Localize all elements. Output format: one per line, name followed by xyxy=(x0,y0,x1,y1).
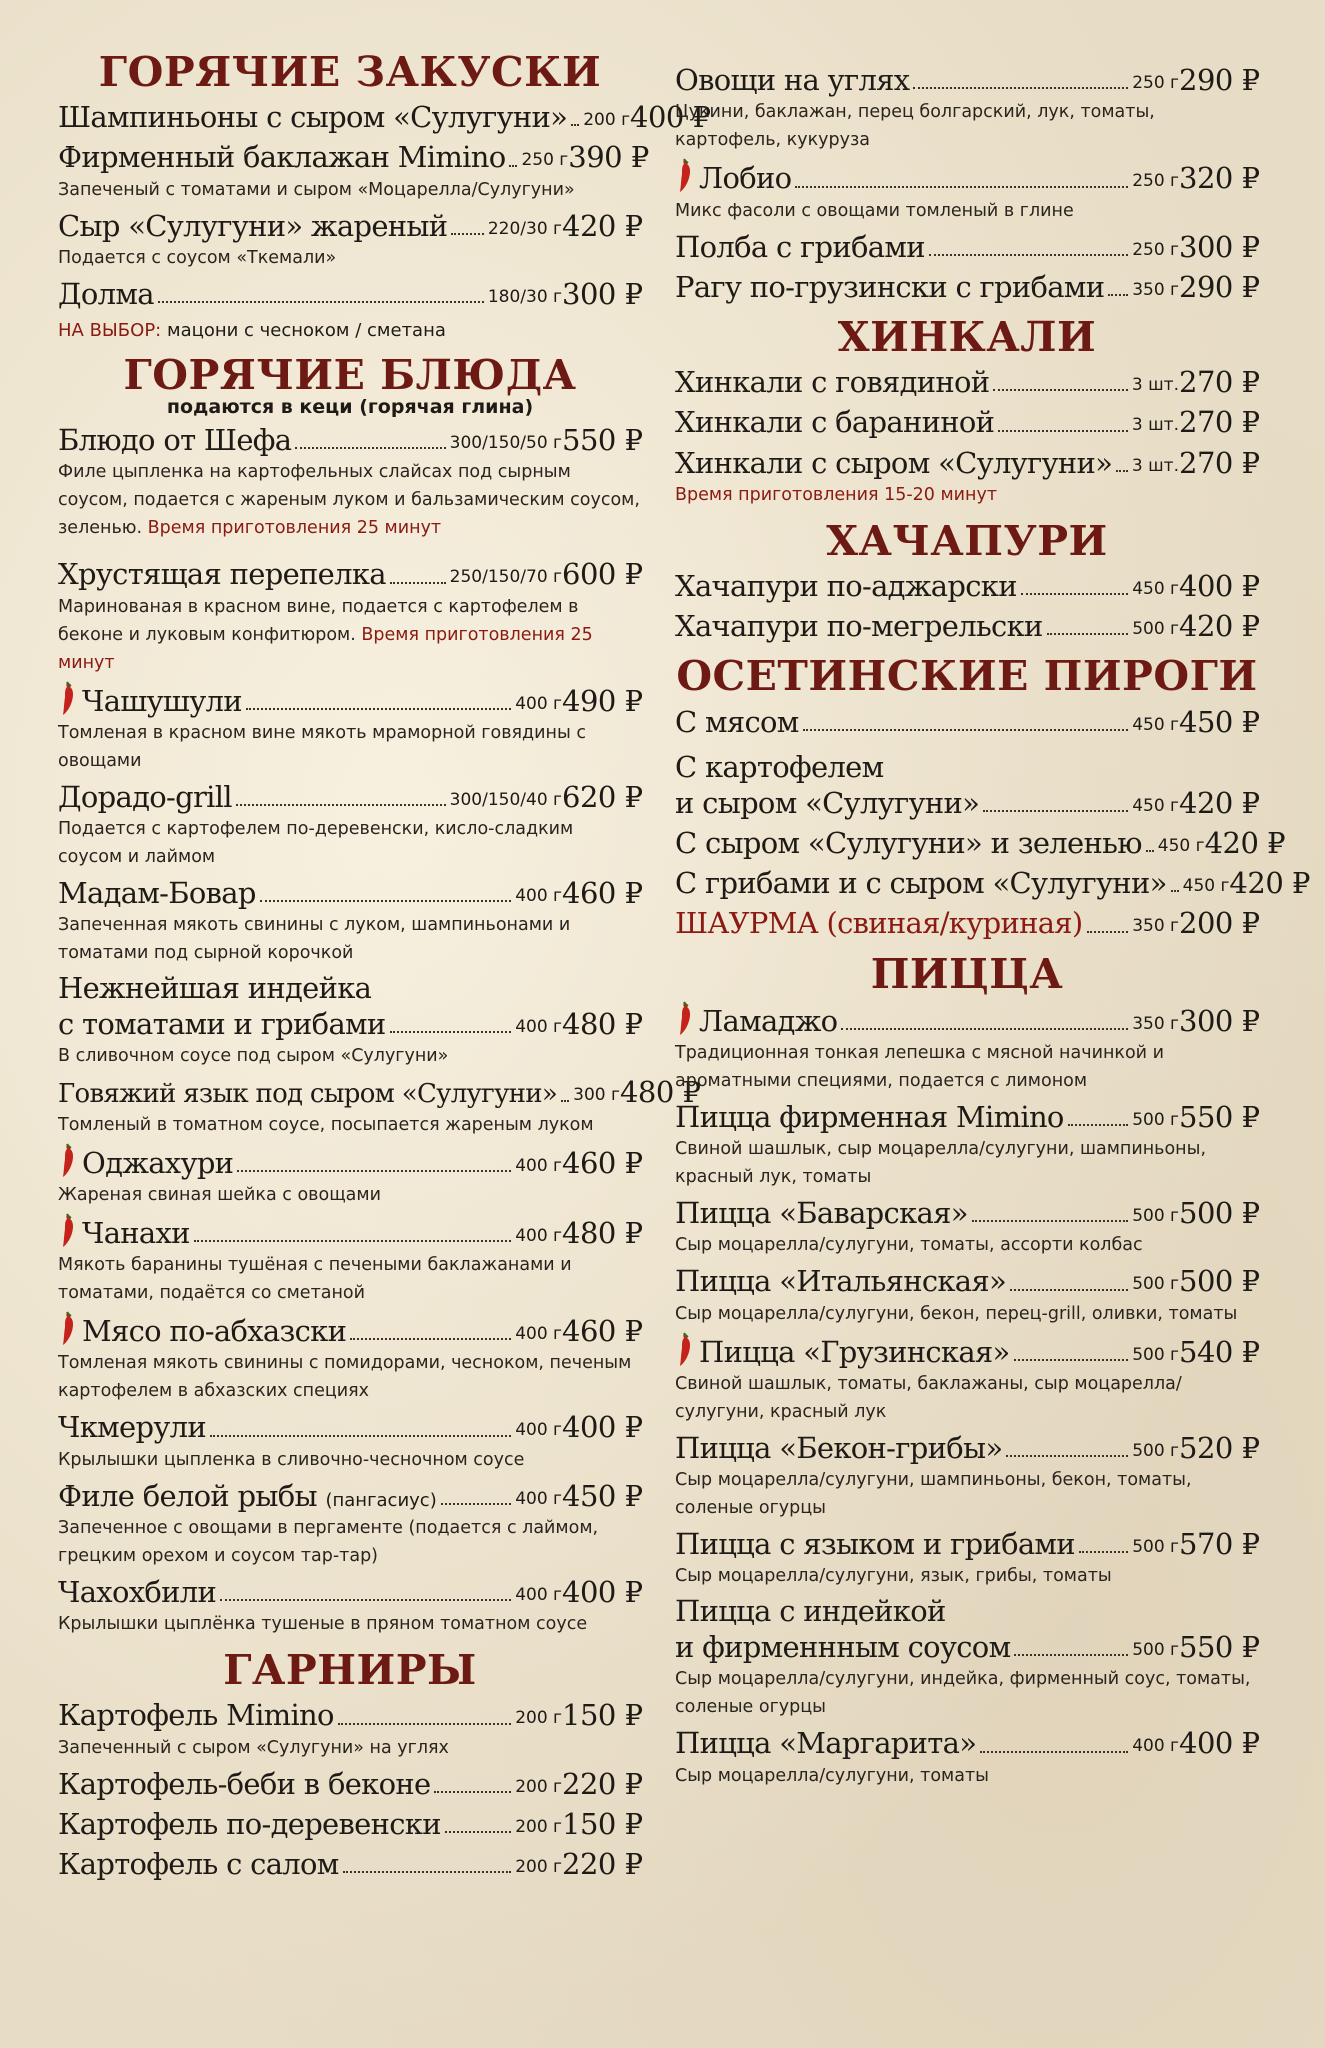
item-description: Подается с соусом «Ткемали» xyxy=(58,247,337,268)
item-name: Шампиньоны с сыром «Сулугуни» xyxy=(58,100,568,135)
item-name: Ламаджо xyxy=(675,1001,837,1039)
item-name: Пицца «Баварская» xyxy=(675,1196,968,1231)
menu-item xyxy=(58,971,642,1070)
item-description: Подается с картофелем по-деревенски, кисло-сладким соусом и лаймом xyxy=(58,819,574,868)
item-description: Томленая мякоть свинины с помидорами, чесноком, печеным картофелем в абхазских специях xyxy=(58,1353,632,1402)
item-description: Запеченная мякоть свинины с луком, шампиньонами и томатами под сырной корочкой xyxy=(58,915,571,964)
chili-pepper-icon xyxy=(675,1332,695,1368)
leader-dots xyxy=(1146,850,1154,852)
item-weight: 250 г xyxy=(1132,171,1179,192)
item-weight: 250/150/70 г xyxy=(449,567,562,588)
item-price: 550 ₽ xyxy=(562,423,643,458)
leader-dots xyxy=(841,1028,1128,1030)
leader-dots xyxy=(1116,470,1128,472)
leader-dots xyxy=(1087,931,1129,933)
leader-dots xyxy=(350,1338,511,1340)
item-weight: 200 г xyxy=(583,110,631,131)
item-description: Сыр моцарелла/сулугуни, шампиньоны, бекон, томаты, соленые огурцы xyxy=(675,1470,1192,1519)
leader-dots xyxy=(236,804,446,806)
chili-pepper-icon xyxy=(675,1001,695,1037)
item-name: Картофель Mimino xyxy=(58,1698,334,1733)
item-name: Хачапури по-мегрельски xyxy=(675,609,1043,644)
leader-dots xyxy=(246,708,511,710)
item-description: Сыр моцарелла/сулугуни, язык, грибы, томаты xyxy=(675,1566,1112,1587)
item-weight: 180/30 г xyxy=(487,286,562,307)
leader-dots xyxy=(1068,1124,1129,1126)
item-name: Чашушули xyxy=(58,681,242,719)
item-weight: 200 г xyxy=(515,1708,562,1729)
section-title-khinkali: ХИНКАЛИ xyxy=(837,313,1097,361)
menu-item xyxy=(675,1332,1259,1426)
item-price: 420 ₽ xyxy=(1179,785,1260,820)
item-price: 480 ₽ xyxy=(619,1075,701,1110)
leader-dots xyxy=(260,900,511,902)
item-weight: 350 г xyxy=(1132,916,1179,937)
item-description: Жареная свиная шейка с овощами xyxy=(58,1184,381,1205)
item-weight: 450 г xyxy=(1182,876,1230,897)
leader-dots xyxy=(1014,1654,1128,1656)
item-name: С мясом xyxy=(675,704,799,739)
item-price: 220 ₽ xyxy=(562,1847,643,1882)
menu-item xyxy=(675,1001,1259,1095)
item-weight: 200 г xyxy=(515,1857,562,1878)
item-description: В сливочном соусе под сыром «Сулугуни» xyxy=(58,1046,449,1067)
item-description: Крылышки цыпленка в сливочно-чесночном соусе xyxy=(58,1449,525,1470)
item-weight: 3 шт. xyxy=(1131,375,1179,396)
item-price: 390 ₽ xyxy=(568,140,649,175)
item-price: 480 ₽ xyxy=(562,1007,643,1042)
menu-item xyxy=(675,704,1259,740)
item-description: Филе цыпленка на картофельных слайсах под сырным соусом, подается с жареным луком и бальзамическим соусом, зеленью. Время приготовления 25 минут xyxy=(58,462,640,539)
item-description: Свиной шашлык, томаты, баклажаны, сыр моцарелла/сулугуни, красный лук xyxy=(675,1373,1182,1422)
leader-dots xyxy=(451,233,483,235)
item-name: Пицца фирменная Mimino xyxy=(675,1099,1064,1134)
item-weight: 300/150/50 г xyxy=(449,433,562,454)
item-weight: 450 г xyxy=(1132,714,1179,735)
item-price: 460 ₽ xyxy=(562,1314,643,1349)
leader-dots xyxy=(1021,593,1128,595)
item-price: 290 ₽ xyxy=(1179,63,1260,97)
item-price: 400 ₽ xyxy=(1179,1726,1260,1761)
item-price: 550 ₽ xyxy=(1179,1099,1260,1134)
item-weight: 500 г xyxy=(1132,1274,1179,1295)
item-price: 270 ₽ xyxy=(1179,445,1260,480)
item-weight: 450 г xyxy=(1157,835,1205,856)
item-name: С грибами и с сыром «Сулугуни» xyxy=(675,866,1167,901)
item-name: Пицца «Бекон-грибы» xyxy=(675,1430,1003,1465)
item-price: 480 ₽ xyxy=(562,1215,643,1250)
item-weight: 500 г xyxy=(1132,1640,1179,1661)
item-name: Дорадо-grill xyxy=(58,779,232,814)
menu-item xyxy=(58,1478,642,1570)
item-name: с томатами и грибами xyxy=(58,1007,386,1042)
item-price: 290 ₽ xyxy=(1179,269,1260,304)
leader-dots xyxy=(158,301,484,303)
item-description: Мякоть баранины тушёная с печеными баклажанами и томатами, подаётся со сметаной xyxy=(58,1255,572,1304)
item-price: 220 ₽ xyxy=(562,1766,643,1801)
item-price: 450 ₽ xyxy=(562,1478,643,1513)
leader-dots xyxy=(237,1170,511,1172)
menu-item xyxy=(58,1846,642,1882)
item-price: 500 ₽ xyxy=(1179,1196,1260,1231)
section-title-hot-dishes: ГОРЯЧИЕ БЛЮДА xyxy=(123,351,577,400)
menu-item xyxy=(675,1430,1259,1522)
menu-item xyxy=(675,608,1259,644)
item-description: Микс фасоли с овощами томленый в глине xyxy=(675,200,1074,221)
item-price: 540 ₽ xyxy=(1179,1334,1260,1369)
item-name: Пицца «Маргарита» xyxy=(675,1726,977,1761)
choice-note xyxy=(58,320,642,341)
item-price: 400 ₽ xyxy=(1179,568,1260,603)
item-name: Мясо по-абхазски xyxy=(58,1311,346,1349)
item-weight: 450 г xyxy=(1132,795,1179,816)
item-description: Запеченый с томатами и сыром «Моцарелла/Сулугуни» xyxy=(58,179,575,200)
menu-item xyxy=(675,445,1259,509)
leader-dots xyxy=(1171,890,1179,892)
menu-item xyxy=(58,779,642,871)
leader-dots xyxy=(1047,633,1129,635)
item-name-top: С картофелем xyxy=(675,749,884,784)
item-name: Картофель с салом xyxy=(58,1847,339,1882)
item-name-top: Нежнейшая индейка xyxy=(58,971,372,1006)
chili-pepper-icon xyxy=(58,681,78,717)
item-name: Хинкали с бараниной xyxy=(675,405,995,440)
menu-item xyxy=(58,276,642,312)
menu-item xyxy=(675,1263,1259,1327)
menu-item xyxy=(58,1766,642,1802)
item-name: Блюдо от Шефа xyxy=(58,423,292,458)
item-name-top: Пицца с индейкой xyxy=(675,1594,946,1629)
item-name: Лобио xyxy=(675,158,791,196)
leader-dots xyxy=(561,1100,569,1102)
menu-item xyxy=(675,905,1259,941)
item-weight: 400 г xyxy=(515,1584,562,1605)
item-price: 400 ₽ xyxy=(562,1574,643,1609)
item-name: Чкмерули xyxy=(58,1410,207,1445)
item-description: Маринованая в красном вине, подается с картофелем в беконе и луковым конфитюром. Время приготовления 25 минут xyxy=(58,596,593,673)
item-description: Сыр моцарелла/сулугуни, томаты xyxy=(675,1765,989,1786)
section-title-hot-snacks: ГОРЯЧИЕ ЗАКУСКИ xyxy=(98,48,602,96)
item-weight: 350 г xyxy=(1132,279,1179,300)
item-price: 490 ₽ xyxy=(562,683,643,718)
leader-dots xyxy=(1010,1289,1128,1291)
item-name: Сыр «Сулугуни» жареный xyxy=(58,208,448,243)
item-price: 500 ₽ xyxy=(1179,1264,1260,1299)
leader-dots xyxy=(210,1435,511,1437)
menu-item xyxy=(58,1574,642,1638)
menu-item xyxy=(58,1074,701,1138)
item-price: 620 ₽ xyxy=(562,779,643,814)
menu-item xyxy=(675,865,1310,901)
item-weight: 3 шт. xyxy=(1131,415,1179,436)
item-weight: 400 г xyxy=(515,886,562,907)
menu-item xyxy=(58,1311,642,1405)
menu-item xyxy=(675,1594,1259,1721)
leader-dots xyxy=(434,1791,511,1793)
leader-dots xyxy=(343,1871,512,1873)
menu-item xyxy=(58,1409,642,1473)
item-price: 420 ₽ xyxy=(1229,866,1310,901)
section-title-pies: ОСЕТИНСКИЕ ПИРОГИ xyxy=(676,652,1258,701)
menu-item xyxy=(58,681,642,775)
item-weight: 350 г xyxy=(1132,1013,1179,1034)
item-price: 420 ₽ xyxy=(1204,825,1286,860)
item-weight: 450 г xyxy=(1132,578,1179,599)
menu-item xyxy=(58,208,642,272)
menu-item xyxy=(58,1143,642,1209)
item-weight: 400 г xyxy=(515,693,562,714)
item-weight: 220/30 г xyxy=(487,218,562,239)
item-name: Говяжий язык под сыром «Сулугуни» xyxy=(58,1079,558,1110)
leader-dots xyxy=(913,87,1128,89)
leader-dots xyxy=(194,1240,511,1242)
item-name: Хачапури по-аджарски xyxy=(675,568,1017,603)
item-description: Запеченный с сыром «Сулугуни» на углях xyxy=(58,1737,449,1758)
item-name: Картофель по-деревенски xyxy=(58,1806,441,1841)
leader-dots xyxy=(983,810,1128,812)
item-weight: 400 г xyxy=(515,1017,562,1038)
leader-dots xyxy=(1014,1359,1129,1361)
chili-pepper-icon xyxy=(58,1143,78,1179)
item-name: Хрустящая перепелка xyxy=(58,557,386,592)
leader-dots xyxy=(993,389,1127,391)
leader-dots xyxy=(441,1503,511,1505)
item-weight: 300 г xyxy=(573,1085,620,1106)
item-name: Пицца «Грузинская» xyxy=(675,1332,1010,1370)
item-price: 400 ₽ xyxy=(562,1410,643,1445)
item-price: 550 ₽ xyxy=(1179,1630,1260,1665)
item-description: Свиной шашлык, сыр моцарелла/сулугуни, шампиньоны, красный лук, томаты xyxy=(675,1139,1207,1188)
item-weight: 300/150/40 г xyxy=(449,789,562,810)
menu-item xyxy=(675,404,1259,440)
item-name: Долма xyxy=(58,276,154,311)
item-price: 460 ₽ xyxy=(562,1145,643,1180)
item-weight: 200 г xyxy=(515,1776,562,1797)
item-weight: 250 г xyxy=(521,150,569,171)
choice-label: НА ВЫБОР: xyxy=(58,320,162,342)
item-weight: 3 шт. xyxy=(1131,455,1179,476)
item-weight: 500 г xyxy=(1132,1537,1179,1558)
chili-pepper-icon xyxy=(675,158,695,194)
leader-dots xyxy=(1079,1551,1128,1553)
leader-dots xyxy=(929,254,1128,256)
menu-item xyxy=(58,875,642,967)
menu-item xyxy=(675,1099,1259,1191)
menu-item xyxy=(675,568,1259,604)
item-description: Запеченное с овощами в пергаменте (подается с лаймом, грецким орехом и соусом тар-тар) xyxy=(58,1517,599,1566)
item-name: Овощи на углях xyxy=(675,63,910,97)
item-description: Томленая в красном вине мякоть мраморной говядины с овощами xyxy=(58,722,586,771)
left-column xyxy=(58,48,711,1882)
item-price: 150 ₽ xyxy=(562,1698,643,1733)
menu-item xyxy=(58,99,711,135)
item-price: 460 ₽ xyxy=(562,876,643,911)
item-price: 400 ₽ xyxy=(630,100,711,135)
item-price: 420 ₽ xyxy=(1179,609,1260,644)
section-title-pizza: ПИЦЦА xyxy=(870,949,1064,998)
item-price: 270 ₽ xyxy=(1179,405,1260,440)
item-description: Традиционная тонкая лепешка с мясной начинкой и ароматными специями, подается с лимоном xyxy=(675,1042,1164,1091)
item-weight: 500 г xyxy=(1132,1344,1179,1365)
leader-dots xyxy=(571,124,579,126)
menu-item xyxy=(675,750,1259,821)
choice-text: мацони с чесноком / сметана xyxy=(166,320,446,342)
menu-item xyxy=(58,139,649,203)
item-description: Сыр моцарелла/сулугуни, индейка, фирменный соус, томаты, соленые огурцы xyxy=(675,1669,1251,1718)
item-name: Чахохбили xyxy=(58,1574,217,1609)
item-name: Мадам-Бовар xyxy=(58,876,256,911)
leader-dots xyxy=(338,1723,511,1725)
item-weight: 250 г xyxy=(1132,73,1179,93)
item-name: Хинкали с говядиной xyxy=(675,365,990,400)
cooking-time: Время приготовления 15-20 минут xyxy=(675,484,998,505)
menu-item xyxy=(675,229,1259,265)
item-price: 300 ₽ xyxy=(562,276,643,311)
leader-dots xyxy=(445,1831,511,1833)
item-weight: 400 г xyxy=(515,1225,562,1246)
item-price: 520 ₽ xyxy=(1179,1430,1260,1465)
item-price: 300 ₽ xyxy=(1179,1003,1260,1038)
item-name: Пицца с языком и грибами xyxy=(675,1527,1075,1562)
item-name: Пицца «Итальянская» xyxy=(675,1264,1007,1299)
leader-dots xyxy=(980,1751,1128,1753)
menu-item xyxy=(675,269,1259,305)
item-weight: 250 г xyxy=(1132,239,1179,260)
item-price: 270 ₽ xyxy=(1179,365,1260,400)
item-weight: 500 г xyxy=(1132,1109,1179,1130)
leader-dots xyxy=(390,1031,512,1033)
item-price: 600 ₽ xyxy=(562,557,643,592)
leader-dots xyxy=(220,1599,511,1601)
item-name-note: (пангасиус) xyxy=(325,1489,437,1511)
item-name: Рагу по-грузински с грибами xyxy=(675,269,1105,304)
item-weight: 200 г xyxy=(515,1816,562,1837)
leader-dots xyxy=(972,1220,1128,1222)
item-weight: 400 г xyxy=(1132,1736,1179,1757)
item-price: 200 ₽ xyxy=(1179,906,1260,941)
menu-item xyxy=(58,1213,642,1307)
item-name: Полба с грибами xyxy=(675,229,925,264)
item-weight: 500 г xyxy=(1132,619,1179,640)
leader-dots xyxy=(1108,294,1128,296)
item-price: 450 ₽ xyxy=(1179,704,1260,739)
item-price: 320 ₽ xyxy=(1179,161,1260,196)
menu-item xyxy=(675,364,1259,400)
item-weight: 400 г xyxy=(515,1488,562,1509)
menu-item xyxy=(675,158,1259,224)
item-name: и фирменнным соусом xyxy=(675,1630,1011,1665)
item-weight: 500 г xyxy=(1132,1440,1179,1461)
item-name: Чанахи xyxy=(58,1213,190,1251)
item-name: и сыром «Сулугуни» xyxy=(675,785,980,820)
leader-dots xyxy=(295,447,445,449)
leader-dots xyxy=(1006,1455,1128,1457)
section-title-garnish: ГАРНИРЫ xyxy=(223,1646,477,1695)
item-description: Сыр моцарелла/сулугуни, томаты, ассорти колбас xyxy=(675,1235,1143,1256)
section-title-khachapuri: ХАЧАПУРИ xyxy=(826,516,1108,565)
item-name: Оджахури xyxy=(58,1143,233,1181)
item-price: 150 ₽ xyxy=(562,1806,643,1841)
chili-pepper-icon xyxy=(58,1311,78,1347)
item-description: Крылышки цыплёнка тушеные в пряном томатном соусе xyxy=(58,1614,588,1635)
item-weight: 400 г xyxy=(515,1420,562,1441)
menu-item xyxy=(675,825,1286,861)
section-subtitle: подаются в кеци (горячая глина) xyxy=(166,396,534,419)
leader-dots xyxy=(795,186,1128,188)
item-name: Хинкали с сыром «Сулугуни» xyxy=(675,445,1113,480)
item-weight: 500 г xyxy=(1132,1206,1179,1227)
chili-pepper-icon xyxy=(58,1213,78,1249)
item-name: ШАУРМА (свиная/куриная) xyxy=(675,906,1083,941)
menu-item xyxy=(58,422,642,542)
item-name: С сыром «Сулугуни» и зеленью xyxy=(675,825,1142,860)
cooking-time: Время приготовления 25 минут xyxy=(58,624,593,673)
right-column xyxy=(675,62,1310,1790)
leader-dots xyxy=(803,729,1129,731)
item-price: 300 ₽ xyxy=(1179,229,1260,264)
menu-item xyxy=(58,1697,642,1761)
item-price: 420 ₽ xyxy=(562,208,643,243)
menu-item xyxy=(675,1526,1259,1590)
leader-dots xyxy=(998,430,1128,432)
menu-item xyxy=(675,1725,1259,1789)
menu-item xyxy=(58,556,642,676)
cooking-time: Время приготовления 25 минут xyxy=(147,518,442,539)
menu-item xyxy=(675,62,1259,154)
item-description: Сыр моцарелла/сулугуни, бекон, перец-grill, оливки, томаты xyxy=(675,1303,1238,1324)
item-price: 570 ₽ xyxy=(1179,1527,1260,1562)
leader-dots xyxy=(509,165,517,167)
item-weight: 400 г xyxy=(515,1324,562,1345)
leader-dots xyxy=(390,582,446,584)
menu-item xyxy=(675,1195,1259,1259)
menu-item xyxy=(58,1806,642,1842)
item-name: Филе белой рыбы (пангасиус) xyxy=(58,1478,437,1513)
item-weight: 400 г xyxy=(515,1155,562,1176)
item-name: Фирменный баклажан Mimino xyxy=(58,140,506,175)
item-name: Картофель-беби в беконе xyxy=(58,1766,431,1801)
item-description: Цукини, баклажан, перец болгарский, лук, томаты, картофель, кукуруза xyxy=(675,102,1155,151)
item-description: Томленый в томатном соусе, посыпается жареным луком xyxy=(58,1114,594,1135)
